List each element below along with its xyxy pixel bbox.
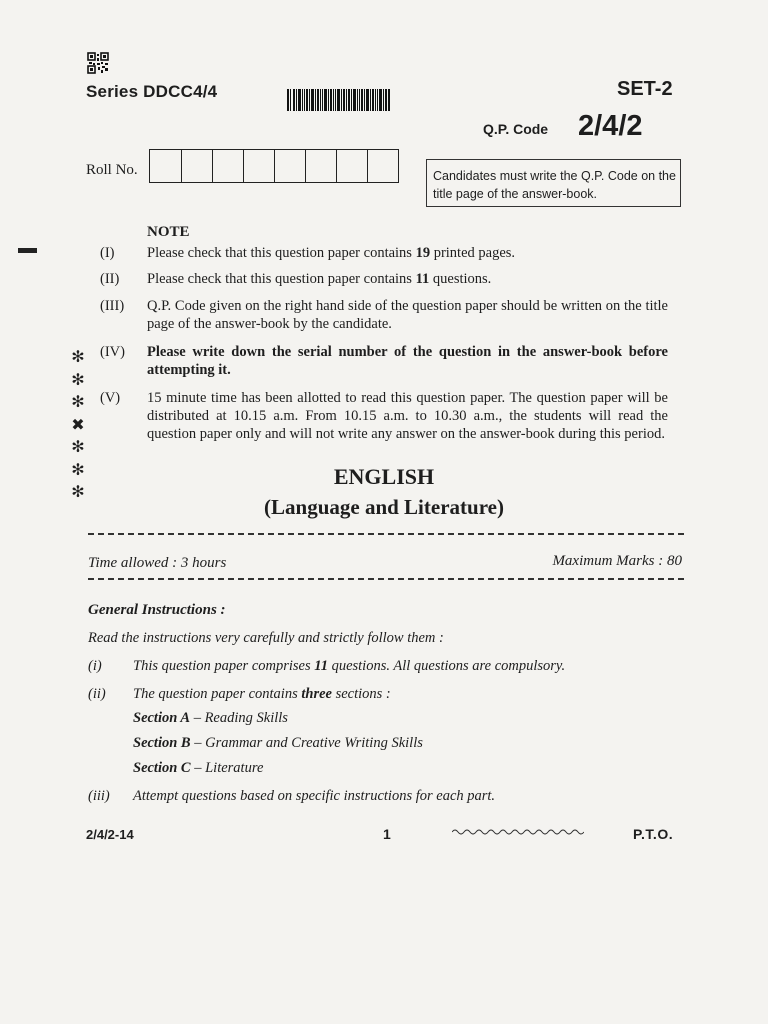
- roll-number-box: [274, 150, 305, 182]
- series-label: Series DDCC4/4: [86, 82, 218, 101]
- instruction-item: [88, 658, 565, 675]
- note-item-text: Q.P. Code given on the right hand side of the question paper should be written on the title page of the answer-book by the candidate.: [147, 298, 668, 332]
- section-item: [133, 760, 263, 777]
- divider: [88, 533, 684, 535]
- footer-code: 2/4/2-14: [86, 827, 134, 842]
- note-item-text: Please check that this question paper contains 11 questions.: [147, 271, 492, 287]
- note-item-text: 15 minute time has been allotted to read this question paper. The question paper will be distributed at 10.15 a.m. From 10.15 a.m. to 10.30 a.m., the students will read the question paper only and will not write any answer on the answer-book during this period.: [147, 390, 668, 442]
- squiggle-line-icon: [452, 828, 584, 836]
- note-item: [100, 297, 668, 333]
- asterisk-icon: ✻: [71, 347, 85, 366]
- section-desc: – Literature: [190, 760, 264, 776]
- section-item: [133, 735, 423, 752]
- note-item-number: (II): [100, 271, 120, 287]
- roll-number-box: [243, 150, 274, 182]
- margin-mark: [18, 248, 37, 253]
- maximum-marks: Maximum Marks : 80: [552, 553, 682, 569]
- subject-title: ENGLISH: [333, 464, 435, 489]
- candidate-notice-text: Candidates must write the Q.P. Code on the title page of the answer-book.: [433, 169, 676, 201]
- instruction-item: [88, 788, 495, 805]
- instruction-number: (iii): [88, 788, 110, 804]
- divider: [88, 578, 684, 580]
- instruction-text: This question paper comprises 11 questions. All questions are compulsory.: [133, 658, 566, 674]
- note-heading: NOTE: [147, 224, 190, 240]
- roll-number-box: [367, 150, 398, 182]
- candidate-notice-box: [426, 159, 681, 207]
- asterisk-icon: ✻: [71, 369, 85, 389]
- roll-number-box: [336, 150, 367, 182]
- roll-number-label: Roll No.: [86, 162, 138, 178]
- roll-number-box: [212, 150, 243, 182]
- cross-icon: ✖: [71, 414, 85, 434]
- note-item-text: Please write down the serial number of the question in the answer-book before attempting it.: [147, 344, 668, 378]
- section-item: [133, 710, 288, 727]
- instruction-item: [88, 686, 391, 703]
- asterisk-icon: ✻: [71, 437, 85, 456]
- qr-code-icon: [87, 52, 109, 74]
- asterisk-icon: ✻: [71, 482, 85, 501]
- general-instructions-heading: General Instructions :: [88, 602, 226, 618]
- instruction-text: The question paper contains three sections :: [133, 686, 391, 702]
- section-name: Section C: [133, 760, 191, 776]
- time-allowed: Time allowed : 3 hours: [88, 555, 227, 571]
- qp-code-value: 2/4/2: [578, 110, 643, 142]
- note-item-number: (III): [100, 298, 125, 314]
- barcode-icon: [287, 89, 390, 111]
- section-desc: – Reading Skills: [190, 710, 288, 726]
- roll-number-box: [150, 150, 181, 182]
- instruction-number: (i): [88, 658, 102, 674]
- pto-label: P.T.O.: [633, 826, 674, 842]
- note-item: [100, 244, 668, 262]
- note-item-text: Please check that this question paper contains 19 printed pages.: [147, 245, 516, 261]
- section-name: Section A: [133, 710, 191, 726]
- note-item-number: (IV): [100, 344, 125, 360]
- page-number: 1: [383, 826, 391, 842]
- instruction-number: (ii): [88, 686, 106, 702]
- section-desc: – Grammar and Creative Writing Skills: [190, 735, 423, 751]
- section-name: Section B: [133, 735, 191, 751]
- asterisk-icon: ✻: [71, 392, 85, 411]
- roll-number-boxes: [149, 149, 399, 183]
- note-item: [100, 389, 668, 443]
- instruction-text: Attempt questions based on specific instructions for each part.: [133, 788, 496, 804]
- general-instructions-intro: Read the instructions very carefully and strictly follow them :: [88, 630, 444, 646]
- note-item: [100, 343, 668, 379]
- qp-code-label: Q.P. Code: [483, 121, 549, 137]
- note-item-number: (V): [100, 390, 121, 406]
- set-label: SET-2: [617, 78, 673, 100]
- roll-number-box: [181, 150, 212, 182]
- asterisk-icon: ✻: [71, 459, 85, 479]
- note-item-number: (I): [100, 245, 115, 261]
- roll-number-box: [305, 150, 336, 182]
- subject-subtitle: (Language and Literature): [264, 495, 504, 519]
- note-item: [100, 270, 668, 288]
